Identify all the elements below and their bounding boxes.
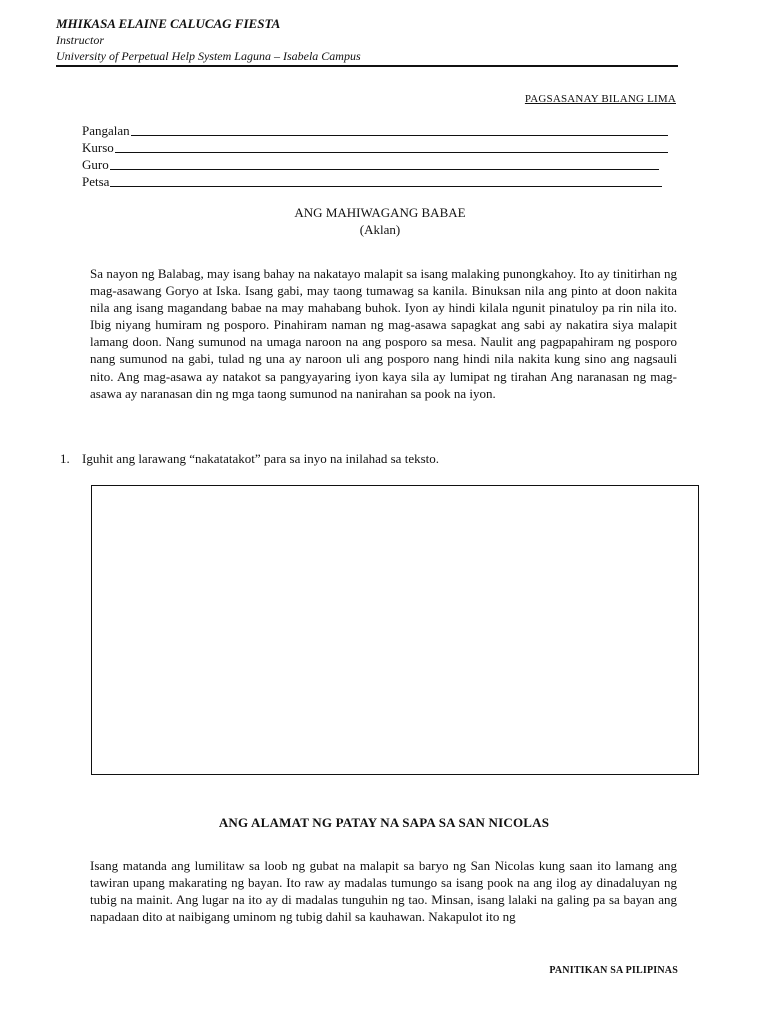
field-label: Guro (82, 157, 109, 172)
drawing-box[interactable] (91, 485, 699, 775)
question-text: Iguhit ang larawang “nakatatakot” para sa inyo na inilahad sa teksto. (82, 451, 440, 466)
author-role: Instructor (56, 33, 104, 47)
story-paragraph: Sa nayon ng Balabag, may isang bahay na nakatayo malapit sa isang malaking punongkahoy. Ito ay tinitirhan ng mag-asawang Goryo at Iska. Isang gabi, may taong tumawag sa kanila. Binuksan nila ang pinto at doon nakita nila ang isang magandang babae na may mahabang buhok. Iyon ay hindi kilala ngunit pinatuloy pa rin nila ito. Ibig niyang humiram ng posporo. Pinahiram naman ng mag-asawa sapagkat ang sabi ay nakatira siya malapit lamang doon. Nang sumunod na umaga naroon na ang posporo sa mesa. Naulit ang pagpapahiram ng posporo nang sumunod na gabi, tulad ng una ay naroon uli ang posporo nang hindi nila nakita kung sino ang nagsauli nito. Ang mag-asawa ay natakot sa pangyayaring iyon kaya sila ay lumipat ng tirahan Ang naranasan ng mag-asawa ay naranasan din ng mga taong sumunod na nanirahan sa pook na iyon. (90, 266, 677, 401)
question-number: 1. (60, 451, 70, 466)
field-kurso[interactable] (82, 139, 668, 156)
author-name: MHIKASA ELAINE CALUCAG FIESTA (56, 16, 281, 31)
footer-label: PANITIKAN SA PILIPINAS (549, 965, 678, 976)
header-divider (56, 65, 678, 67)
student-info-fields (82, 122, 668, 190)
blank-line[interactable] (110, 186, 662, 187)
blank-line[interactable] (115, 152, 668, 153)
field-pangalan[interactable] (82, 122, 668, 139)
story-subtitle: (Aklan) (359, 222, 401, 237)
university-name: University of Perpetual Help System Laguna – Isabela Campus (56, 49, 361, 63)
blank-line[interactable] (110, 169, 659, 170)
story-title: ANG MAHIWAGANG BABAE (294, 205, 466, 220)
legend-paragraph: Isang matanda ang lumilitaw sa loob ng gubat na malapit sa baryo ng San Nicolas kung saan ito lamang ang tawiran upang makarating ng bayan. Ito raw ay madalas tumungo sa isang pook na ang ilog ay dinadaluyan ng tubig na mainit. Ang lugar na ito ay di madalas tunguhin ng tao. Minsan, isang lalaki na galing pa sa bayan ang napadaan dito at naibigang uminom ng tubig dahil sa kauhawan. Nakapulot ito ng (90, 858, 677, 925)
field-label: Pangalan (82, 123, 130, 138)
field-guro[interactable] (82, 156, 668, 173)
exercise-label: PAGSASANAY BILANG LIMA (524, 93, 676, 105)
field-label: Petsa (82, 174, 110, 189)
blank-line[interactable] (131, 135, 668, 136)
field-petsa[interactable] (82, 173, 668, 190)
field-label: Kurso (82, 140, 114, 155)
legend-title: ANG ALAMAT NG PATAY NA SAPA SA SAN NICOLAS (218, 815, 550, 830)
